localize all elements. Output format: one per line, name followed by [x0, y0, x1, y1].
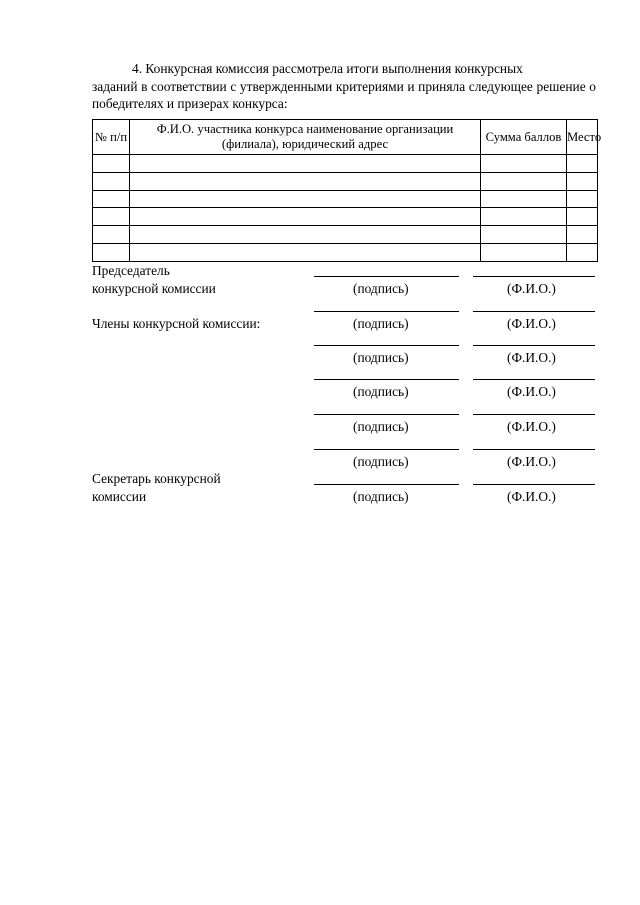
member-4-signature-line[interactable] — [314, 414, 459, 415]
member-4-name-line[interactable] — [473, 414, 595, 415]
header-place: Место — [567, 120, 598, 155]
chairman-signature-caption: (подпись) — [353, 281, 409, 296]
cell-number[interactable] — [93, 172, 130, 190]
member-1-name-line[interactable] — [473, 311, 595, 312]
cell-score-sum[interactable] — [481, 226, 567, 244]
member-3-name-line[interactable] — [473, 379, 595, 380]
cell-participant[interactable] — [130, 226, 481, 244]
cell-participant[interactable] — [130, 172, 481, 190]
cell-place[interactable] — [567, 172, 598, 190]
cell-score-sum[interactable] — [481, 208, 567, 226]
cell-score-sum[interactable] — [481, 190, 567, 208]
cell-score-sum[interactable] — [481, 172, 567, 190]
results-table — [92, 119, 602, 262]
intro-line-3: решение о победителях и призерах конкурса: — [92, 78, 596, 111]
member-3-signature-caption: (подпись) — [353, 384, 409, 399]
member-1-name-caption: (Ф.И.О.) — [507, 316, 556, 331]
cell-number[interactable] — [93, 208, 130, 226]
secretary-signature-line[interactable] — [314, 484, 459, 485]
cell-number[interactable] — [93, 226, 130, 244]
member-5-name-caption: (Ф.И.О.) — [507, 454, 556, 469]
member-2-name-line[interactable] — [473, 345, 595, 346]
table-row — [93, 208, 598, 226]
cell-participant[interactable] — [130, 190, 481, 208]
header-number: № п/п — [93, 120, 130, 155]
member-3-name-caption: (Ф.И.О.) — [507, 384, 556, 399]
chairman-name-caption: (Ф.И.О.) — [507, 281, 556, 296]
header-participant: Ф.И.О. участника конкурса наименование организации (филиала), юридический адрес — [130, 120, 481, 155]
secretary-label-line-1: Секретарь конкурсной — [92, 471, 221, 486]
chairman-label-line-2: конкурсной комиссии — [92, 281, 216, 296]
table-row — [93, 172, 598, 190]
table-row — [93, 155, 598, 173]
cell-place[interactable] — [567, 190, 598, 208]
secretary-signature-caption: (подпись) — [353, 489, 409, 504]
cell-participant[interactable] — [130, 155, 481, 173]
member-5-name-line[interactable] — [473, 449, 595, 450]
chairman-label-line-1: Председатель — [92, 263, 170, 278]
member-1-signature-line[interactable] — [314, 311, 459, 312]
intro-paragraph — [92, 60, 596, 113]
cell-place[interactable] — [567, 243, 598, 261]
member-1-signature-caption: (подпись) — [353, 316, 409, 331]
cell-place[interactable] — [567, 155, 598, 173]
cell-score-sum[interactable] — [481, 155, 567, 173]
secretary-name-line[interactable] — [473, 484, 595, 485]
cell-participant[interactable] — [130, 243, 481, 261]
member-2-name-caption: (Ф.И.О.) — [507, 350, 556, 365]
table-row — [93, 243, 598, 261]
chairman-name-line[interactable] — [473, 276, 595, 277]
cell-score-sum[interactable] — [481, 243, 567, 261]
header-score-sum: Сумма баллов — [481, 120, 567, 155]
member-5-signature-line[interactable] — [314, 449, 459, 450]
table-row — [93, 226, 598, 244]
cell-participant[interactable] — [130, 208, 481, 226]
cell-place[interactable] — [567, 208, 598, 226]
chairman-signature-line[interactable] — [314, 276, 459, 277]
cell-place[interactable] — [567, 226, 598, 244]
secretary-label-line-2: комиссии — [92, 489, 147, 504]
member-4-signature-caption: (подпись) — [353, 419, 409, 434]
cell-number[interactable] — [93, 190, 130, 208]
cell-number[interactable] — [93, 155, 130, 173]
member-2-signature-caption: (подпись) — [353, 350, 409, 365]
member-5-signature-caption: (подпись) — [353, 454, 409, 469]
member-3-signature-line[interactable] — [314, 379, 459, 380]
table-header-row — [93, 120, 598, 155]
table-row — [93, 190, 598, 208]
intro-line-2: заданий в соответствии с утвержденными критериями и приняла следующее — [92, 78, 533, 94]
intro-line-1: 4. Конкурсная комиссия рассмотрела итоги выполнения конкурсных — [132, 61, 523, 76]
member-2-signature-line[interactable] — [314, 345, 459, 346]
table-body — [93, 155, 598, 262]
member-4-name-caption: (Ф.И.О.) — [507, 419, 556, 434]
members-label: Члены конкурсной комиссии: — [92, 316, 261, 331]
cell-number[interactable] — [93, 243, 130, 261]
secretary-name-caption: (Ф.И.О.) — [507, 489, 556, 504]
